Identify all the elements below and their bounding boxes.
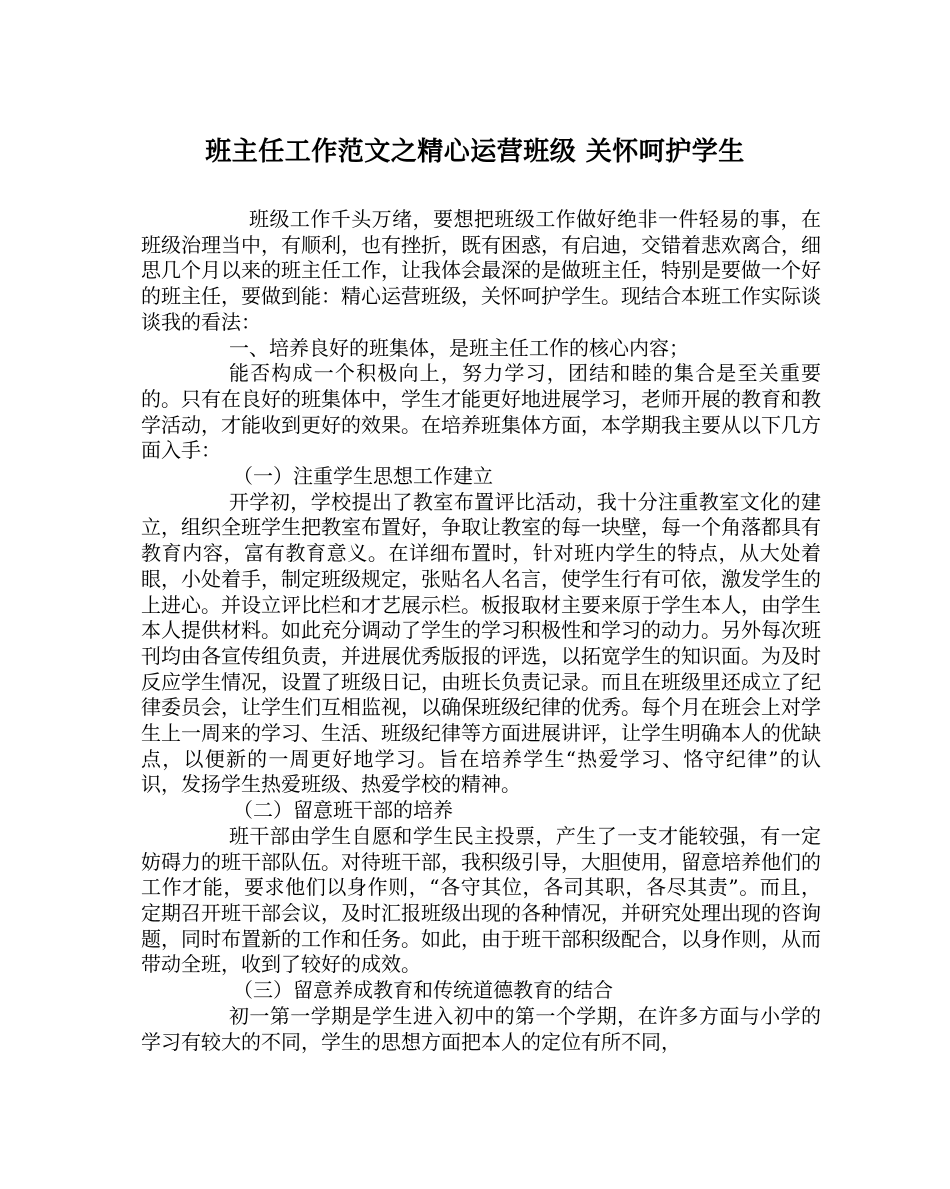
body-paragraph: 班级工作千头万绪，要想把班级工作做好绝非一件轻易的事，在班级治理当中，有顺利，也有挫折，既有困惑，有启迪，交错着悲欢离合，细思几个月以来的班主任工作，让我体会最深的是做班主任，特别是要做一个好的班主任，要做到能：精心运营班级，关怀呵护学生。现结合本班工作实际谈谈我的看法： — [141, 207, 821, 334]
document-body — [141, 207, 821, 1055]
section-heading: 一、培养良好的班集体，是班主任工作的核心内容； — [229, 335, 689, 360]
body-paragraph: 开学初，学校提出了教室布置评比活动，我十分注重教室文化的建立，组织全班学生把教室布置好，争取让教室的每一块壁，每一个角落都具有教育内容，富有教育意义。在详细布置时，针对班内学生的特点，从大处着眼，小处着手，制定班级规定，张贴名人名言，使学生行有可依，激发学生的上进心。并设立评比栏和才艺展示栏。板报取材主要来原于学生本人，由学生本人提供材料。如此充分调动了学生的学习积极性和学习的动力。另外每次班刊均由各宣传组负责，并进展优秀版报的评选，以拓宽学生的知识面。为及时反应学生情况，设置了班级日记，由班长负责记录。而且在班级里还成立了纪律委员会，让学生们互相监视，以确保班级纪律的优秀。每个月在班会上对学生上一周来的学习、生活、班级纪律等方面进展讲评，让学生明确本人的优缺点，以便新的一周更好地学习。旨在培养学生“热爱学习、恪守纪律”的认识，发扬学生热爱班级、热爱学校的精神。 — [141, 489, 821, 797]
subsection-heading: （二）留意班干部的培养 — [233, 798, 453, 823]
body-paragraph: 初一第一学期是学生进入初中的第一个学期，在许多方面与小学的学习有较大的不同，学生的思想方面把本人的定位有所不同， — [141, 1003, 821, 1054]
subsection-heading: （一）注重学生思想工作建立 — [233, 464, 493, 489]
body-paragraph: 班干部由学生自愿和学生民主投票，产生了一支才能较强，有一定妨碍力的班干部队伍。对待班干部，我积级引导，大胆使用，留意培养他们的工作才能，要求他们以身作则，“各守其位，各司其职，各尽其责”。而且，定期召开班干部会议，及时汇报班级出现的各种情况，并研究处理出现的咨询题，同时布置新的工作和任务。如此，由于班干部积级配合，以身作则，从而带动全班，收到了较好的成效。 — [141, 823, 821, 977]
body-paragraph: 能否构成一个积极向上，努力学习，团结和睦的集合是至关重要的。只有在良好的班集体中，学生才能更好地进展学习，老师开展的教育和教学活动，才能收到更好的效果。在培养班集体方面，本学期我主要从以下几方面入手： — [141, 361, 821, 463]
document-title: 班主任工作范文之精心运营班级 关怀呵护学生 — [205, 137, 745, 167]
subsection-heading: （三）留意养成教育和传统道德教育的结合 — [233, 978, 613, 1003]
